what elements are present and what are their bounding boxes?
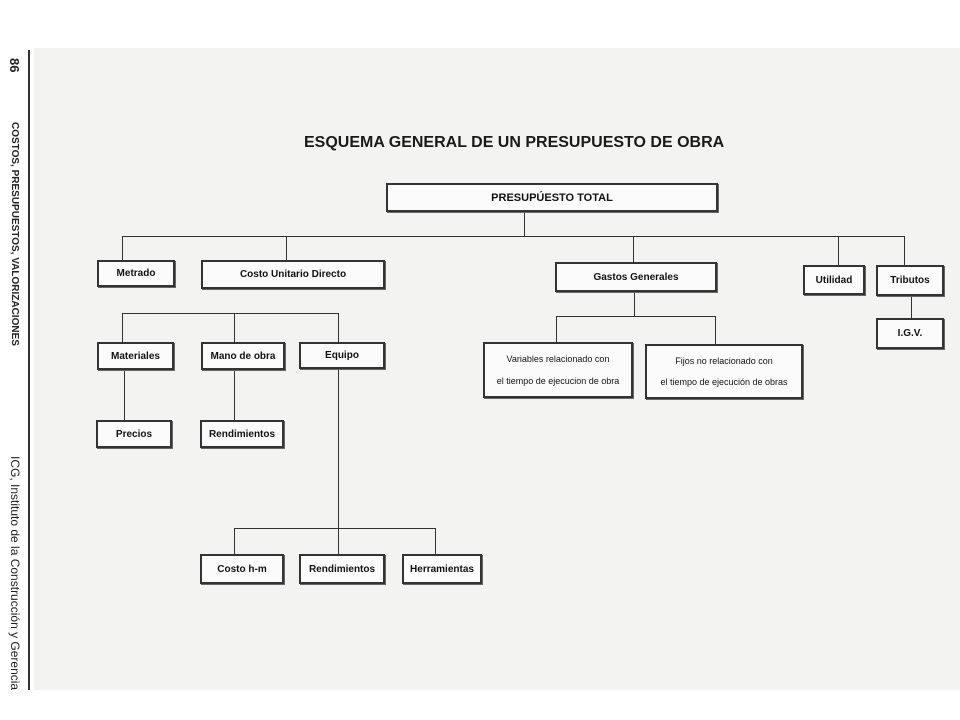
box-gastos-fijos xyxy=(645,344,803,399)
box-costo-unitario-directo: Costo Unitario Directo xyxy=(201,260,385,289)
box-gastos-variables-line-1: Variables relacionado con xyxy=(506,354,610,364)
connector-line xyxy=(124,370,125,420)
connector-line xyxy=(122,236,904,237)
box-metrado: Metrado xyxy=(97,260,175,287)
connector-line xyxy=(911,296,912,318)
box-costo-h-m: Costo h-m xyxy=(200,554,284,584)
box-gastos-variables xyxy=(483,342,633,398)
box-equipo: Equipo xyxy=(299,342,385,369)
connector-line xyxy=(633,236,634,262)
section-header: COSTOS, PRESUPUESTOS, VALORIZACIONES xyxy=(9,122,20,346)
connector-line xyxy=(556,316,715,317)
box-presupuesto-total: PRESUPÚESTO TOTAL xyxy=(386,183,718,212)
connector-line xyxy=(286,236,287,260)
connector-line xyxy=(838,236,839,265)
box-gastos-variables-line-2: el tiempo de ejecucion de obra xyxy=(496,376,620,386)
connector-line xyxy=(338,313,339,342)
connector-line xyxy=(524,212,525,236)
page-number: 86 xyxy=(7,58,22,73)
box-herramientas: Herramientas xyxy=(402,554,482,584)
connector-line xyxy=(234,528,435,529)
box-rendimientos-mano-obra: Rendimientos xyxy=(200,420,284,448)
connector-line xyxy=(556,316,557,342)
connector-line xyxy=(234,370,235,420)
connector-line xyxy=(634,292,635,316)
connector-line xyxy=(715,316,716,344)
box-precios: Precios xyxy=(96,420,172,448)
diagram-title: ESQUEMA GENERAL DE UN PRESUPUESTO DE OBRA xyxy=(304,134,725,151)
box-rendimientos-equipo: Rendimientos xyxy=(299,554,385,584)
publisher-footer: ICG, Instituto de la Construcción y Gerencia xyxy=(8,456,22,691)
connector-line xyxy=(122,313,123,342)
connector-line xyxy=(338,528,339,554)
box-tributos: Tributos xyxy=(876,265,944,296)
box-utilidad: Utilidad xyxy=(803,265,865,295)
connector-line xyxy=(904,236,905,265)
connector-line xyxy=(234,528,235,554)
box-gastos-generales: Gastos Generales xyxy=(555,262,717,292)
box-gastos-fijos-line-2: el tiempo de ejecución de obras xyxy=(660,377,788,388)
box-igv: I.G.V. xyxy=(876,318,944,349)
connector-line xyxy=(122,313,338,314)
connector-line xyxy=(122,236,123,260)
connector-line xyxy=(338,369,339,528)
box-gastos-fijos-line-1: Fijos no relacionado con xyxy=(675,355,773,366)
connector-line xyxy=(435,528,436,554)
connector-line xyxy=(234,313,235,342)
box-materiales: Materiales xyxy=(97,342,174,370)
box-mano-de-obra: Mano de obra xyxy=(201,342,285,370)
page-spine-line xyxy=(28,50,30,690)
